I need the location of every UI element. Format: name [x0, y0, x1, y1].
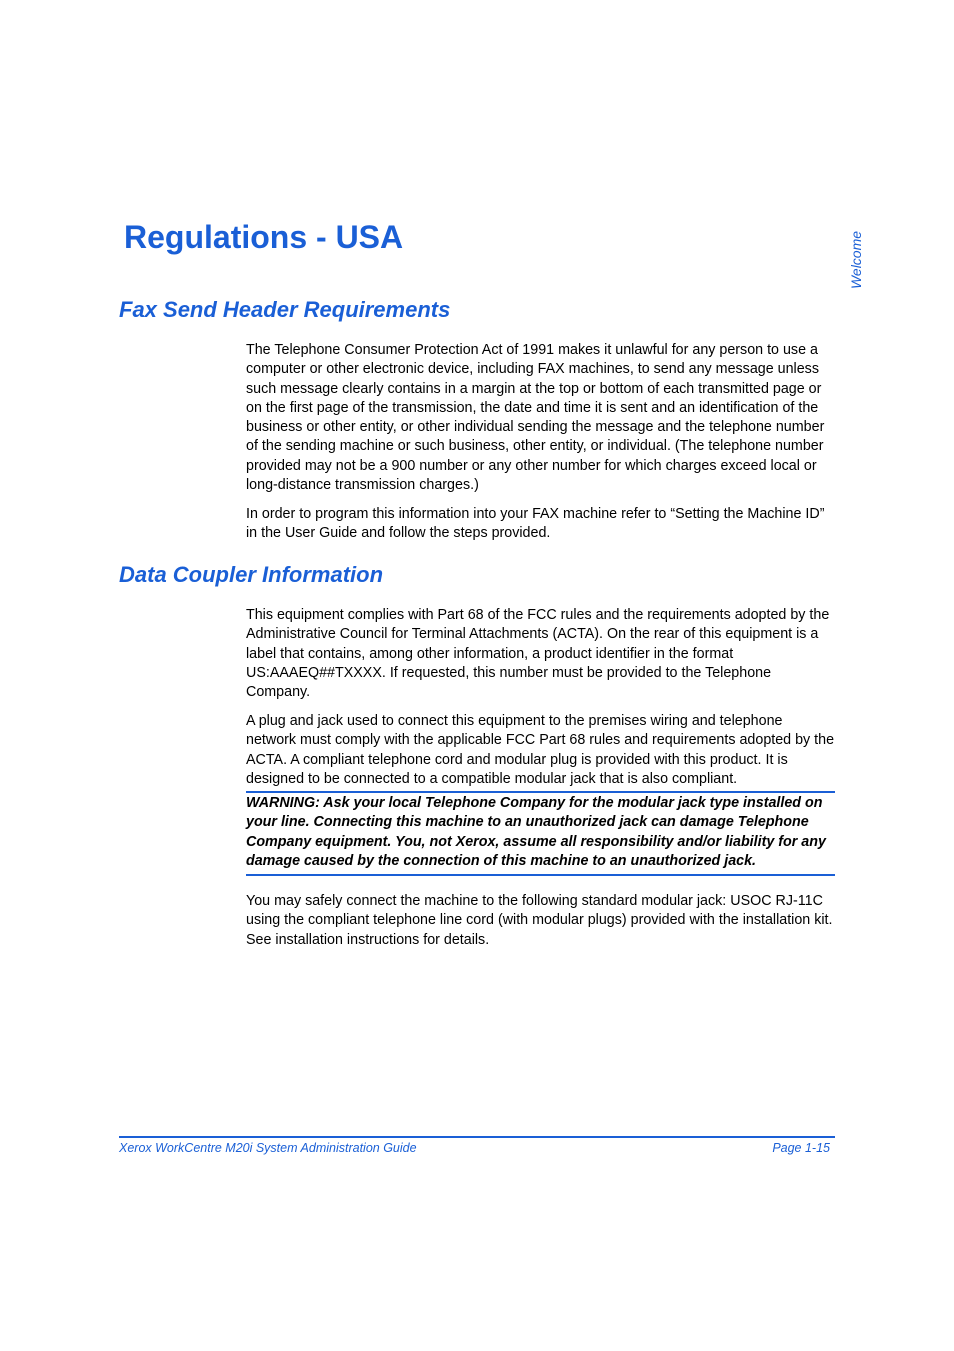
section-body-data-coupler	[246, 606, 836, 799]
footer-guide-title: Xerox WorkCentre M20i System Administration Guide	[119, 1141, 417, 1155]
page-title: Regulations - USA	[124, 219, 404, 255]
footer-rule	[119, 1136, 835, 1138]
paragraph: The Telephone Consumer Protection Act of 1991 makes it unlawful for any person to use a computer or other electronic device, including FAX machines, to send any message unless such message clearly contains in a margin at the top or bottom of each transmitted page or on the first page of the transmission, the date and time it is sent and an identification of the business or other entity, or other individual sending the message and the telephone number of the sending machine or such business, other entity, or individual. (The telephone number provided may not be a 900 number or any other number for which charges exceed local or long-distance transmission charges.)	[246, 342, 825, 494]
section-heading-data-coupler: Data Coupler Information	[119, 562, 384, 587]
warning-text: WARNING: Ask your local Telephone Company for the modular jack type installed on your line. Connecting this machine to an unauthorized jack can damage Telephone Company equipment. You, not Xerox, assume all responsibility and/or liability for any damage caused by the connection of this machine to an unauthorized jack.	[246, 795, 826, 869]
paragraph: A plug and jack used to connect this equipment to the premises wiring and telephone network must comply with the applicable FCC Part 68 rules and requirements adopted by the ACTA. A compliant telephone cord and modular plug is provided with this product. It is designed to be connected to a compatible modular jack that is also compliant.	[246, 712, 835, 787]
section-heading-fax-header: Fax Send Header Requirements	[119, 297, 451, 322]
paragraph: This equipment complies with Part 68 of the FCC rules and the requirements adopted by the Administrative Council for Terminal Attachments (ACTA). On the rear of this equipment is a label that contains, among other information, a product identifier in the format US:AAAEQ##TXXXX. If requested, this number must be provided to the Telephone Company.	[246, 607, 830, 701]
side-tab-label: Welcome	[848, 230, 864, 290]
section-body-after-warning	[246, 892, 836, 959]
warning-box	[246, 791, 835, 876]
paragraph: You may safely connect the machine to the following standard modular jack: USOC RJ-11C using the compliant telephone line cord (with modular plugs) provided with the installation kit. See installation instructions for details.	[246, 893, 833, 948]
paragraph: In order to program this information into your FAX machine refer to “Setting the Machine ID” in the User Guide and follow the steps provided.	[246, 505, 825, 542]
footer-page-number: Page 1-15	[772, 1141, 830, 1155]
side-tab	[848, 226, 864, 294]
section-body-fax-header	[246, 341, 836, 553]
